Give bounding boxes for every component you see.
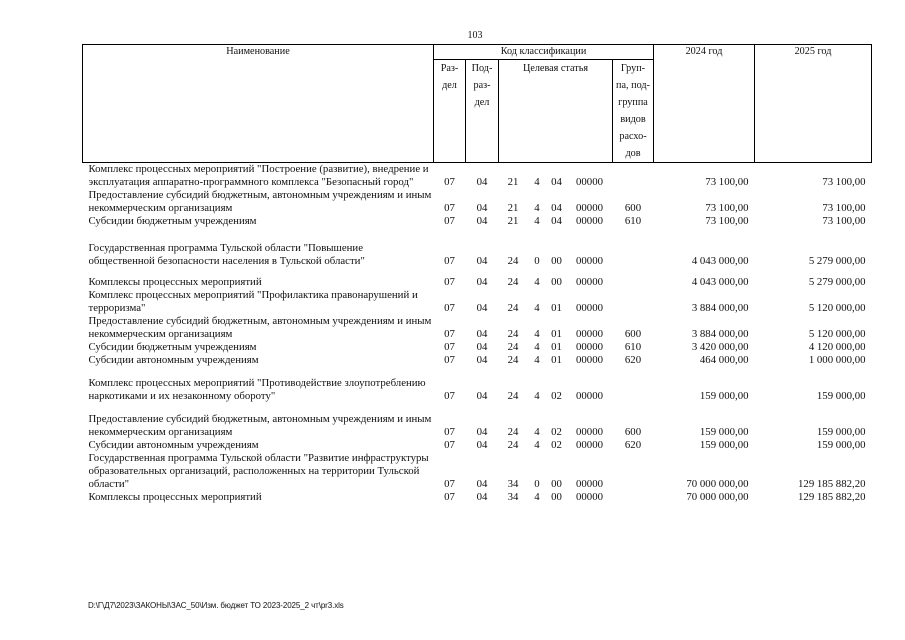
subsection-code: 04: [476, 202, 488, 214]
amount-2025: 73 100,00: [822, 202, 866, 214]
target-article-type: 4: [534, 215, 540, 227]
expense-group-code: [613, 228, 654, 268]
header-year-2025: 2025 год: [755, 45, 872, 163]
amount-2024: 73 100,00: [705, 215, 749, 227]
target-article-complex: 00: [551, 276, 562, 288]
target-article-type: 4: [534, 302, 540, 314]
amount-2025: 129 185 882,20: [798, 478, 866, 490]
target-article-direction: 00000: [576, 328, 603, 340]
target-article-complex: 01: [551, 354, 562, 366]
target-article-program: 21: [507, 202, 519, 214]
subsection-code: 04: [476, 328, 488, 340]
target-article-complex: 02: [551, 439, 562, 451]
target-article-complex: 02: [551, 426, 562, 438]
expense-group-code: 610: [624, 215, 642, 227]
subsection-code: 04: [476, 439, 488, 451]
target-article-program: 24: [507, 276, 519, 288]
row-name: Комплекс процессных мероприятий "Противодействие злоупотреблению наркотиками и их незаконному обороту": [88, 377, 426, 402]
subsection-code: 04: [476, 341, 488, 353]
target-article-complex: 00: [551, 255, 562, 267]
section-code: 07: [444, 176, 455, 188]
file-path-footer: D:\Г\Д7\2023\ЗАКОНЫ\ЗАС_50\Изм. бюджет ТО 2023-2025_2 чт\pr3.xls: [88, 601, 344, 610]
target-article-direction: 00000: [576, 341, 603, 353]
target-article-direction: 00000: [576, 202, 603, 214]
table-row: [83, 354, 872, 367]
expense-group-code: [613, 289, 654, 315]
row-name: Комплексы процессных мероприятий: [88, 276, 262, 288]
amount-2025: 159 000,00: [816, 439, 866, 451]
target-article-type: 4: [534, 176, 540, 188]
amount-2024: 4 043 000,00: [691, 276, 749, 288]
row-name: Комплексы процессных мероприятий: [88, 491, 262, 503]
section-code: 07: [444, 255, 455, 267]
header-name: Наименование: [83, 45, 434, 163]
amount-2025: 5 279 000,00: [808, 255, 866, 267]
target-article-type: 4: [534, 390, 540, 402]
target-article-program: 24: [507, 439, 519, 451]
target-article-type: 4: [534, 426, 540, 438]
section-code: 07: [444, 390, 455, 402]
amount-2025: 5 120 000,00: [808, 328, 866, 340]
amount-2025: 1 000 000,00: [808, 354, 866, 366]
subsection-code: 04: [476, 426, 488, 438]
target-article-direction: 00000: [576, 354, 603, 366]
section-code: 07: [444, 328, 455, 340]
amount-2025: 5 120 000,00: [808, 302, 866, 314]
amount-2024: 464 000,00: [699, 354, 749, 366]
expense-group-code: 600: [624, 202, 642, 214]
target-article-type: 4: [534, 202, 540, 214]
target-article-complex: 00: [551, 491, 562, 503]
amount-2024: 159 000,00: [699, 439, 749, 451]
expense-group-code: 620: [624, 439, 642, 451]
target-article-complex: 01: [551, 341, 562, 353]
target-article-program: 21: [507, 215, 519, 227]
amount-2024: 159 000,00: [699, 426, 749, 438]
expense-group-code: [613, 452, 654, 491]
table-row: [83, 491, 872, 504]
subsection-code: 04: [476, 390, 488, 402]
target-article-complex: 04: [551, 202, 562, 214]
subsection-code: 04: [476, 276, 488, 288]
table-row: [83, 452, 872, 491]
target-article-type: 4: [534, 341, 540, 353]
row-name: Предоставление субсидий бюджетным, автономным учреждениям и иным некоммерческим организациям: [88, 413, 432, 438]
header-year-2024: 2024 год: [654, 45, 755, 163]
amount-2024: 73 100,00: [705, 176, 749, 188]
target-article-program: 34: [507, 491, 519, 503]
row-name: Предоставление субсидий бюджетным, автономным учреждениям и иным некоммерческим организациям: [88, 189, 432, 214]
target-article-complex: 00: [551, 478, 562, 490]
target-article-type: 0: [534, 478, 540, 490]
subsection-code: 04: [476, 491, 488, 503]
expense-group-code: [613, 491, 654, 504]
row-name: Комплекс процессных мероприятий "Профилактика правонарушений и терроризма": [88, 289, 418, 314]
section-code: 07: [444, 478, 455, 490]
expense-group-code: [613, 367, 654, 403]
section-code: 07: [444, 439, 455, 451]
row-name: Субсидии бюджетным учреждениям: [88, 215, 257, 227]
table-row: [83, 367, 872, 403]
amount-2025: 129 185 882,20: [798, 491, 866, 503]
subsection-code: 04: [476, 215, 488, 227]
amount-2025: 159 000,00: [816, 426, 866, 438]
target-article-type: 4: [534, 439, 540, 451]
target-article-direction: 00000: [576, 491, 603, 503]
amount-2025: 4 120 000,00: [808, 341, 866, 353]
target-article-program: 24: [507, 255, 519, 267]
subsection-code: 04: [476, 176, 488, 188]
target-article-program: 21: [507, 176, 519, 188]
expense-group-code: 620: [624, 354, 642, 366]
subsection-code: 04: [476, 255, 488, 267]
header-subsection: Под- раз- дел: [466, 60, 499, 163]
subsection-code: 04: [476, 354, 488, 366]
target-article-complex: 04: [551, 215, 562, 227]
target-article-direction: 00000: [576, 390, 603, 402]
row-name: Государственная программа Тульской области "Развитие инфраструктуры образовательных организаций, расположенных на территории Тульской области": [88, 452, 429, 490]
row-name: Субсидии автономным учреждениям: [88, 354, 259, 366]
target-article-type: 4: [534, 276, 540, 288]
subsection-code: 04: [476, 302, 488, 314]
target-article-program: 24: [507, 341, 519, 353]
expense-group-code: [613, 268, 654, 289]
target-article-program: 24: [507, 328, 519, 340]
target-article-direction: 00000: [576, 176, 603, 188]
target-article-type: 4: [534, 354, 540, 366]
table-row: [83, 403, 872, 439]
amount-2024: 70 000 000,00: [686, 491, 749, 503]
expense-group-code: 610: [624, 341, 642, 353]
target-article-program: 24: [507, 390, 519, 402]
target-article-complex: 01: [551, 302, 562, 314]
header-section: Раз- дел: [434, 60, 466, 163]
table-row: [83, 215, 872, 228]
section-code: 07: [444, 341, 455, 353]
target-article-type: 4: [534, 328, 540, 340]
amount-2024: 3 884 000,00: [691, 328, 749, 340]
row-name: Государственная программа Тульской области "Повышение общественной безопасности населения в Тульской области": [88, 242, 365, 267]
target-article-direction: 00000: [576, 439, 603, 451]
amount-2024: 4 043 000,00: [691, 255, 749, 267]
target-article-program: 24: [507, 354, 519, 366]
target-article-program: 24: [507, 426, 519, 438]
amount-2025: 159 000,00: [816, 390, 866, 402]
table-row: [83, 189, 872, 215]
target-article-direction: 00000: [576, 255, 603, 267]
table-row: [83, 315, 872, 341]
row-name: Предоставление субсидий бюджетным, автономным учреждениям и иным некоммерческим организациям: [88, 315, 432, 340]
page-number: 103: [467, 30, 483, 41]
section-code: 07: [444, 276, 455, 288]
amount-2024: 3 884 000,00: [691, 302, 749, 314]
header-expense-group: Груп- па, под- группа видов расхо- дов: [613, 60, 654, 163]
row-name: Комплекс процессных мероприятий "Построение (развитие), внедрение и эксплуатация аппаратно-программного комплекса "Безопасный город": [88, 163, 429, 188]
amount-2024: 70 000 000,00: [686, 478, 749, 490]
row-name: Субсидии автономным учреждениям: [88, 439, 259, 451]
section-code: 07: [444, 491, 455, 503]
table-row: [83, 439, 872, 452]
target-article-complex: 01: [551, 328, 562, 340]
expense-group-code: 600: [624, 328, 642, 340]
amount-2025: 73 100,00: [822, 176, 866, 188]
section-code: 07: [444, 215, 455, 227]
subsection-code: 04: [476, 478, 488, 490]
target-article-program: 24: [507, 302, 519, 314]
target-article-direction: 00000: [576, 426, 603, 438]
amount-2024: 159 000,00: [699, 390, 749, 402]
table-row: [83, 341, 872, 354]
table-row: [83, 228, 872, 268]
row-name: Субсидии бюджетным учреждениям: [88, 341, 257, 353]
budget-table: [82, 44, 872, 504]
target-article-direction: 00000: [576, 215, 603, 227]
expense-group-code: [613, 163, 654, 190]
amount-2024: 73 100,00: [705, 202, 749, 214]
target-article-direction: 00000: [576, 276, 603, 288]
section-code: 07: [444, 302, 455, 314]
table-row: [83, 163, 872, 190]
section-code: 07: [444, 354, 455, 366]
amount-2025: 73 100,00: [822, 215, 866, 227]
section-code: 07: [444, 202, 455, 214]
expense-group-code: 600: [624, 426, 642, 438]
target-article-program: 34: [507, 478, 519, 490]
target-article-type: 0: [534, 255, 540, 267]
section-code: 07: [444, 426, 455, 438]
header-target-article: Целевая статья: [499, 60, 613, 163]
header-classification: Код классификации: [434, 45, 654, 60]
target-article-complex: 04: [551, 176, 562, 188]
target-article-complex: 02: [551, 390, 562, 402]
amount-2024: 3 420 000,00: [691, 341, 749, 353]
target-article-direction: 00000: [576, 478, 603, 490]
table-row: [83, 268, 872, 289]
target-article-type: 4: [534, 491, 540, 503]
table-row: [83, 289, 872, 315]
amount-2025: 5 279 000,00: [808, 276, 866, 288]
target-article-direction: 00000: [576, 302, 603, 314]
